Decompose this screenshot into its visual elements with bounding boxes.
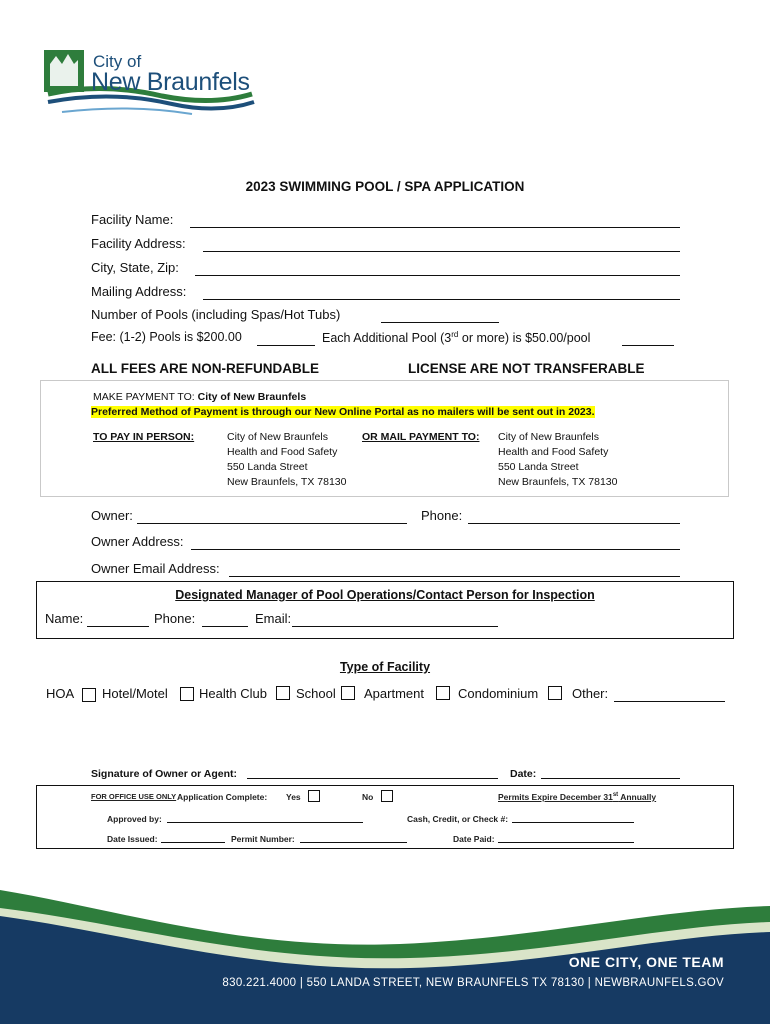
address-line: Health and Food Safety xyxy=(227,446,338,458)
fee-base-field[interactable] xyxy=(257,331,315,346)
city-state-zip-label: City, State, Zip: xyxy=(91,260,179,275)
address-line: New Braunfels, TX 78130 xyxy=(498,476,618,488)
facility-type-heading: Type of Facility xyxy=(339,660,431,674)
fee-additional-field[interactable] xyxy=(622,331,674,346)
type-health-club-checkbox[interactable] xyxy=(276,686,290,700)
mailing-address-field[interactable] xyxy=(203,285,680,300)
date-paid-field[interactable] xyxy=(498,832,634,843)
app-complete-no-label: No xyxy=(362,792,374,802)
address-line: 550 Landa Street xyxy=(498,461,579,473)
type-other-label: Other: xyxy=(572,686,609,701)
logo-city-text: City of xyxy=(93,52,142,71)
mail-address xyxy=(498,430,617,490)
address-line: City of New Braunfels xyxy=(498,431,599,443)
type-other-field[interactable] xyxy=(614,687,725,702)
manager-name-label: Name: xyxy=(45,611,84,626)
date-issued-field[interactable] xyxy=(161,832,225,843)
facility-name-field[interactable] xyxy=(190,213,680,228)
type-apartment-label: Apartment xyxy=(364,686,424,701)
type-health-club-label: Health Club xyxy=(199,686,267,701)
address-line: New Braunfels, TX 78130 xyxy=(227,476,347,488)
fee-label-2: Each Additional Pool (3rd or more) is $50.00/pool xyxy=(322,330,591,346)
num-pools-field[interactable] xyxy=(381,308,499,323)
in-person-address xyxy=(227,430,346,490)
facility-name-label: Facility Name: xyxy=(91,212,174,227)
city-state-zip-field[interactable] xyxy=(195,261,680,276)
owner-field[interactable] xyxy=(137,509,407,524)
manager-heading: Designated Manager of Pool Operations/Contact Person for Inspection xyxy=(175,588,595,602)
manager-phone-label: Phone: xyxy=(154,611,196,626)
owner-email-label: Owner Email Address: xyxy=(91,561,220,576)
logo-name-text: New Braunfels xyxy=(91,68,250,96)
cash-credit-field[interactable] xyxy=(512,812,634,823)
cash-credit-label: Cash, Credit, or Check #: xyxy=(407,814,509,824)
owner-label: Owner: xyxy=(91,508,133,523)
footer-contact: 830.221.4000 | 550 LANDA STREET, NEW BRAUNFELS TX 78130 | NEWBRAUNFELS.GOV xyxy=(222,977,724,989)
app-complete-label: Application Complete: xyxy=(177,792,268,802)
type-school-checkbox[interactable] xyxy=(341,686,355,700)
app-complete-no-checkbox[interactable] xyxy=(381,790,393,802)
date-issued-label: Date Issued: xyxy=(107,834,158,844)
form-title: 2023 SWIMMING POOL / SPA APPLICATION xyxy=(245,179,525,194)
type-hotel-checkbox[interactable] xyxy=(180,687,194,701)
facility-address-field[interactable] xyxy=(203,237,680,252)
mail-payment-label: OR MAIL PAYMENT TO: xyxy=(362,431,480,443)
type-condominium-checkbox[interactable] xyxy=(548,686,562,700)
not-transferable-notice: LICENSE ARE NOT TRANSFERABLE xyxy=(408,361,645,376)
manager-name-field[interactable] xyxy=(87,612,149,627)
owner-address-label: Owner Address: xyxy=(91,534,184,549)
num-pools-label: Number of Pools (including Spas/Hot Tubs) xyxy=(91,307,341,322)
owner-phone-field[interactable] xyxy=(468,509,680,524)
signature-date-field[interactable] xyxy=(541,766,680,779)
app-complete-yes-checkbox[interactable] xyxy=(308,790,320,802)
footer-slogan: ONE CITY, ONE TEAM xyxy=(568,954,724,970)
non-refundable-notice: ALL FEES ARE NON-REFUNDABLE xyxy=(91,361,320,376)
permit-number-label: Permit Number: xyxy=(231,834,295,844)
mailing-address-label: Mailing Address: xyxy=(91,284,187,299)
approved-by-field[interactable] xyxy=(167,812,363,823)
approved-by-label: Approved by: xyxy=(107,814,162,824)
footer-wave-graphic xyxy=(0,880,770,1024)
facility-address-label: Facility Address: xyxy=(91,236,186,251)
type-hotel-label: Hotel/Motel xyxy=(102,686,168,701)
type-hoa-checkbox[interactable] xyxy=(82,688,96,702)
manager-email-field[interactable] xyxy=(292,612,498,627)
owner-email-field[interactable] xyxy=(229,562,680,577)
signature-label: Signature of Owner or Agent: xyxy=(91,768,238,780)
preferred-payment-note: Preferred Method of Payment is through our New Online Portal as no mailers will be sent out in 2023. xyxy=(91,406,595,418)
type-condominium-label: Condominium xyxy=(458,686,539,701)
fee-label-1: Fee: (1-2) Pools is $200.00 xyxy=(91,330,242,344)
type-apartment-checkbox[interactable] xyxy=(436,686,450,700)
office-use-label: FOR OFFICE USE ONLY xyxy=(91,792,177,801)
app-complete-yes-label: Yes xyxy=(286,792,301,802)
address-line: City of New Braunfels xyxy=(227,431,328,443)
date-paid-label: Date Paid: xyxy=(453,834,495,844)
permit-number-field[interactable] xyxy=(300,832,407,843)
signature-date-label: Date: xyxy=(510,768,537,780)
address-line: 550 Landa Street xyxy=(227,461,308,473)
address-line: Health and Food Safety xyxy=(498,446,609,458)
owner-address-field[interactable] xyxy=(191,535,680,550)
manager-email-label: Email: xyxy=(255,611,292,626)
make-payment-line: MAKE PAYMENT TO: City of New Braunfels xyxy=(93,391,307,403)
manager-phone-field[interactable] xyxy=(202,612,248,627)
type-school-label: School xyxy=(296,686,336,701)
permit-expire-note: Permits Expire December 31st Annually xyxy=(498,792,657,802)
pay-in-person-label: TO PAY IN PERSON: xyxy=(93,431,195,443)
owner-phone-label: Phone: xyxy=(421,508,463,523)
signature-field[interactable] xyxy=(247,766,498,779)
type-hoa-label: HOA xyxy=(46,686,75,701)
